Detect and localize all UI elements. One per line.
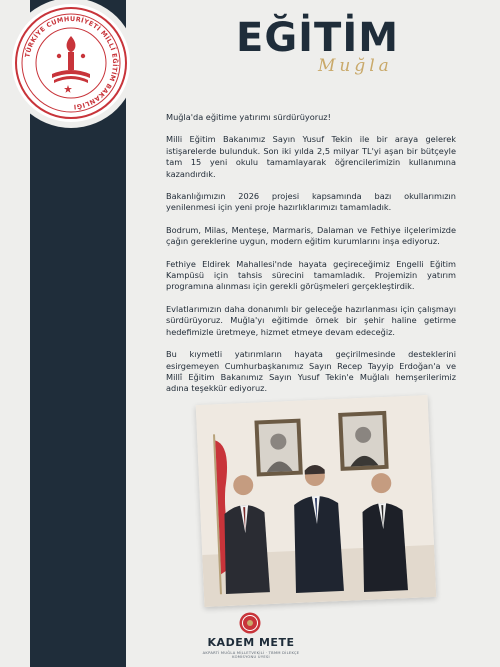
ministry-seal-icon [12,4,130,122]
footer-name: KADEM METE [207,636,295,649]
paragraph: Muğla'da eğitime yatırımı sürdürüyoruz! [166,112,331,122]
ministry-logo [12,4,130,122]
footer-caption: AKPARTİ MUĞLA MİLLETVEKİLİ · TBMM DİLEKÇE KOMİSYONU ÜYESİ [202,651,300,659]
paragraph: Bu kıymetli yatırımların hayata geçirilmesinde desteklerini esirgemeyen Cumhurbaşkanımız Sayın Recep Tayyip Erdoğan'a ve Millî Eğitim Bakanımız Sayın Yusuf Tekin'e Muğlalı hemşerilerimiz adına teşekkür ediyoruz. [166,349,456,394]
paragraph: Bakanlığımızın 2026 projesi kapsamında bazı okullarımızın yenilenmesi için yeni proje hazırlıklarımızı tamamladık. [166,191,456,213]
brand-title: EĞİTİM [236,15,400,61]
meeting-photo-image [196,395,437,607]
article-body [166,112,456,406]
footer-emblem-icon [239,612,261,634]
paragraph: Bodrum, Milas, Menteşe, Marmaris, Dalaman ve Fethiye ilçelerimizde çağın gereklerine uygun, modern eğitim kurumlarını inşa ediyoruz. [166,224,456,247]
paragraph: Milli Eğitim Bakanımız Sayın Yusuf Tekin ile bir araya gelerek istişarelerde bulunduk. Son iki yılda 2,5 milyar TL'yi aşan bir bütçeyle tam 15 yeni okulu tamamlayarak öğrencilerimizin kullanımına kazandırdık. [166,134,456,179]
meeting-photo [196,395,437,607]
paragraph: Evlatlarımızın daha donanımlı bir geleceğe hazırlanması için çalışmayı sürdürüyoruz. Muğla'yı eğitimde örnek bir şehir haline getirme hedefimizle üretmeye, hizmet etmeye devam edeceğiz. [166,303,456,337]
brand-subtitle: Muğla [318,56,393,76]
seal-ring-text: TÜRKİYE CUMHURİYETİ MİLLÎ EĞİTİM BAKANLIĞI [23,14,120,111]
paragraph: Fethiye Eldirek Mahallesi'nde hayata geçireceğimiz Engelli Eğitim Kampüsü için tahsis sürecini tamamladık. Projemizin yatırım programına alınması için gerekli görüşmeleri gerçekleştirdik. [166,258,456,292]
